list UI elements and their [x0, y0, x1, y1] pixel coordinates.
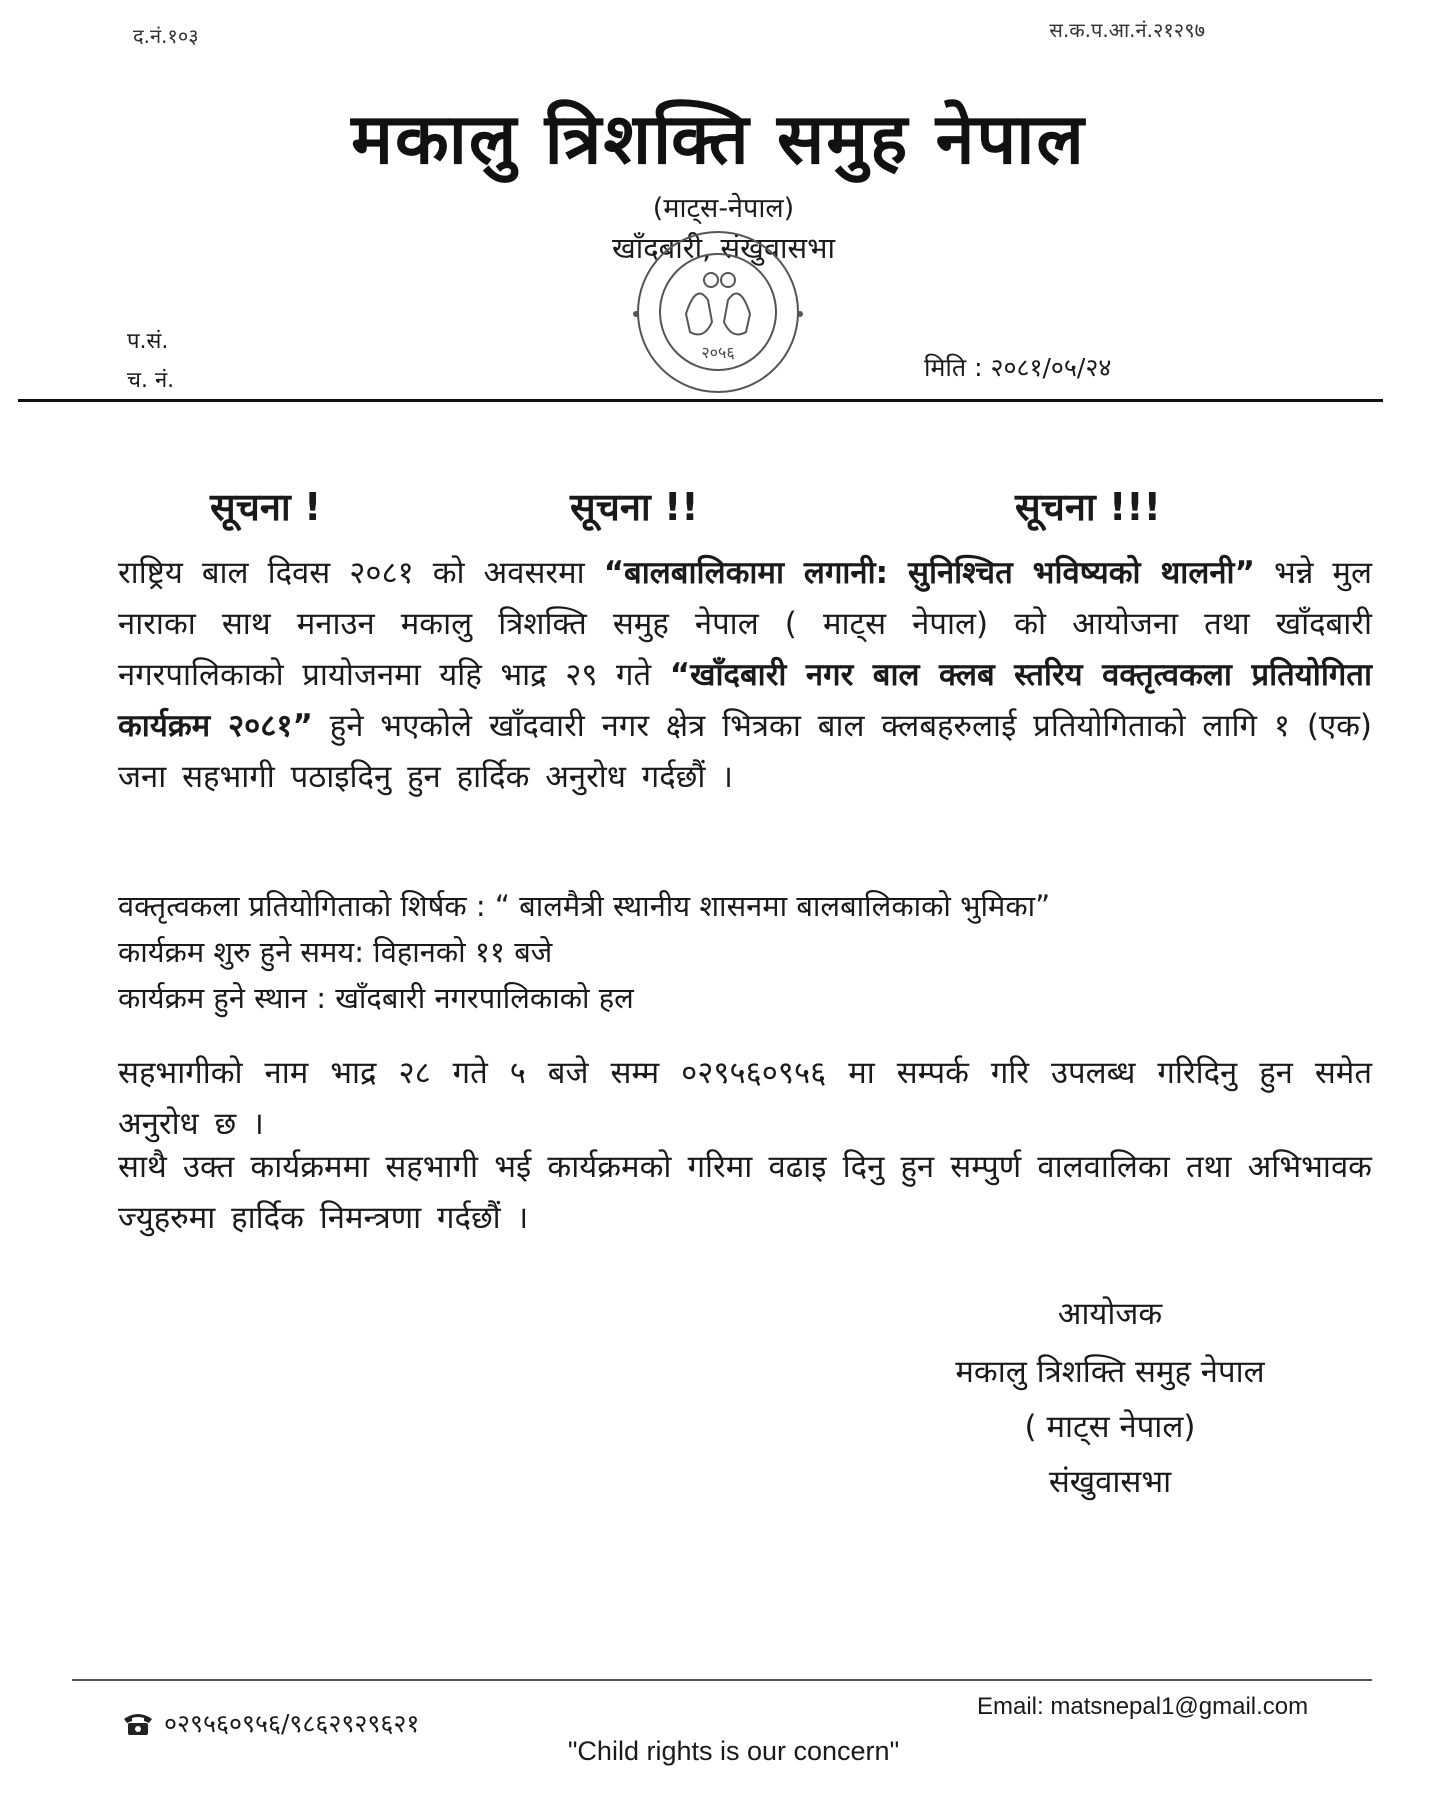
phone-number: ०२९५६०९५६/९८६२९२९६२१: [164, 1709, 420, 1738]
letter-date: मिति : २०८१/०५/२४: [924, 353, 1112, 382]
main-paragraph: [118, 548, 1372, 803]
dispatch-number-label: च. नं.: [127, 368, 175, 393]
organization-slogan: "Child rights is our concern": [567, 1736, 900, 1766]
event-name: “खाँदबारी नगर बाल क्लब स्तरिय वक्तृत्वकला प्रतियोगिता कार्यक्रम २०८१”: [118, 657, 1372, 744]
notice-heading-1: सूचना !: [210, 485, 322, 529]
footer-divider: [72, 1679, 1372, 1681]
para-text-a: राष्ट्रिय बाल दिवस २०८१ को अवसरमा: [118, 555, 604, 591]
organizer-district: संखुवासभा: [1048, 1464, 1172, 1500]
notice-heading-2: सूचना !!: [570, 485, 699, 529]
council-registration-number: स.क.प.आ.नं.२१२९७: [1049, 18, 1205, 42]
organizer-label: आयोजक: [1057, 1296, 1163, 1332]
invitation-paragraph: साथै उक्त कार्यक्रममा सहभागी भई कार्यक्रमको गरिमा वढाइ दिनु हुन सम्पुर्ण वालवालिका तथा अभिभावक ज्युहरुमा हार्दिक निमन्त्रणा गर्दछौं ।: [118, 1149, 1372, 1236]
phone-contact: [122, 1706, 419, 1740]
day-slogan: “बालबालिकामा लगानी: सुनिश्चित भविष्यको थालनी”: [603, 555, 1255, 591]
competition-topic: वक्तृत्वकला प्रतियोगिताको शिर्षक : “ बालमैत्री स्थानीय शासनमा बालबालिकाको भुमिका”: [118, 889, 1051, 923]
program-time: कार्यक्रम शुरु हुने समय: विहानको ११ बजे: [118, 935, 553, 969]
program-venue: कार्यक्रम हुने स्थान : खाँदबारी नगरपालिकाको हल: [118, 981, 634, 1015]
telephone-icon: [122, 1710, 154, 1736]
letter-reference-label: प.सं.: [127, 329, 169, 354]
para-text-c: हुने भएकोले खाँदवारी नगर क्षेत्र भित्रका बाल क्लबहरुलाई प्रतियोगिताको लागि १ (एक) जना सहभागी पठाइदिनु हुन हार्दिक अनुरोध गर्दछौं ।: [118, 708, 1372, 795]
email-contact: Email: matsnepal1@gmail.com: [977, 1693, 1309, 1720]
seal-stamp-icon: [608, 222, 828, 402]
organizer-name: मकालु त्रिशक्ति समुह नेपाल: [955, 1354, 1265, 1390]
organizer-abbreviation: ( माट्स नेपाल): [1024, 1409, 1196, 1445]
organization-abbreviation: (माट्स-नेपाल): [652, 193, 795, 224]
registration-number: द.नं.१०३: [133, 24, 199, 48]
para-text-b: भन्ने मुल नाराका साथ मनाउन मकालु त्रिशक्ति समुह नेपाल ( माट्स नेपाल) को आयोजना तथा खाँदबारी नगरपालिकाको प्रायोजनमा यहि भाद्र २९ गते: [118, 555, 1372, 693]
organization-title: मकालु त्रिशक्ति समुह नेपाल: [351, 98, 1086, 180]
seal-year: २०५६: [701, 343, 735, 362]
notice-heading-3: सूचना !!!: [1015, 485, 1161, 529]
contact-paragraph: सहभागीको नाम भाद्र २८ गते ५ बजे सम्म ०२९५६०९५६ मा सम्पर्क गरि उपलब्ध गरिदिनु हुन समेत अनुरोध छ ।: [118, 1055, 1372, 1142]
header-divider: [18, 399, 1383, 402]
organization-location: खाँदबारी, संखुवासभा: [612, 231, 835, 265]
